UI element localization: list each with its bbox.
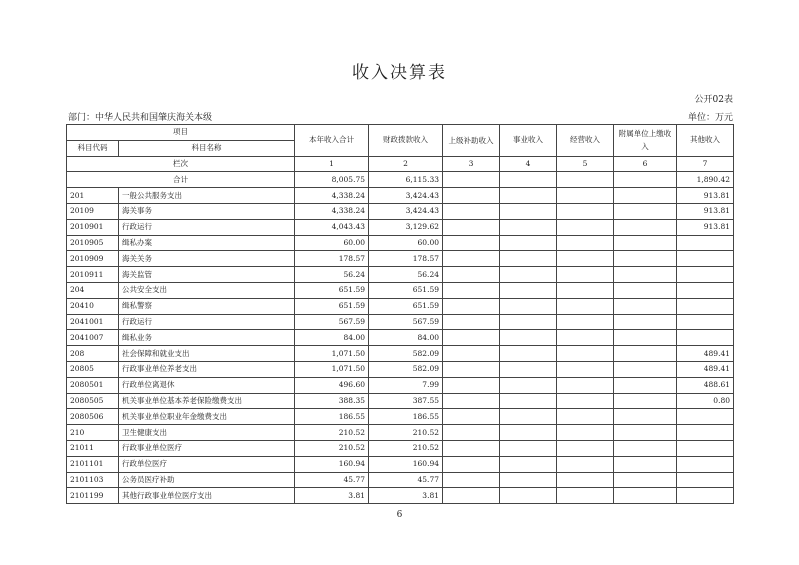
cell-other [677, 409, 734, 425]
cell-other [677, 472, 734, 488]
cell-operating [557, 251, 614, 267]
cell-other [677, 440, 734, 456]
cell-code: 2080505 [67, 393, 119, 409]
table-row [67, 203, 734, 219]
header-superior: 上级补助收入 [443, 125, 500, 157]
cell-operating [557, 472, 614, 488]
col-num: 5 [557, 156, 614, 172]
cell-other: 488.61 [677, 377, 734, 393]
cell-operating [557, 346, 614, 362]
cell-affiliated [614, 235, 677, 251]
cell-other: 489.41 [677, 361, 734, 377]
income-table [66, 124, 734, 504]
cell-superior [443, 393, 500, 409]
cell-superior [443, 377, 500, 393]
cell-code: 21011 [67, 440, 119, 456]
cell-total: 651.59 [295, 298, 369, 314]
cell-name: 公共安全支出 [119, 282, 295, 298]
cell-fiscal: 651.59 [369, 282, 443, 298]
cell-affiliated [614, 409, 677, 425]
cell-code: 2041001 [67, 314, 119, 330]
table-row [67, 282, 734, 298]
cell-affiliated [614, 203, 677, 219]
cell-superior [443, 440, 500, 456]
cell-fiscal: 6,115.33 [369, 172, 443, 188]
cell-affiliated [614, 267, 677, 283]
col-num: 7 [677, 156, 734, 172]
cell-name: 海关关务 [119, 251, 295, 267]
cell-fiscal: 3,424.43 [369, 188, 443, 204]
cell-operating [557, 172, 614, 188]
cell-business [500, 346, 557, 362]
cell-other [677, 267, 734, 283]
cell-affiliated [614, 298, 677, 314]
cell-code: 2101103 [67, 472, 119, 488]
table-row [67, 409, 734, 425]
cell-fiscal: 387.55 [369, 393, 443, 409]
cell-business [500, 314, 557, 330]
cell-superior [443, 298, 500, 314]
cell-business [500, 282, 557, 298]
cell-total: 178.57 [295, 251, 369, 267]
cell-total: 4,338.24 [295, 188, 369, 204]
cell-business [500, 472, 557, 488]
cell-other [677, 314, 734, 330]
cell-total: 388.35 [295, 393, 369, 409]
cell-fiscal: 7.99 [369, 377, 443, 393]
cell-total: 567.59 [295, 314, 369, 330]
cell-business [500, 377, 557, 393]
table-row [67, 298, 734, 314]
table-row [67, 393, 734, 409]
cell-affiliated [614, 377, 677, 393]
cell-business [500, 440, 557, 456]
cell-superior [443, 330, 500, 346]
cell-other: 913.81 [677, 203, 734, 219]
cell-business [500, 251, 557, 267]
cell-name: 行政单位离退休 [119, 377, 295, 393]
cell-operating [557, 267, 614, 283]
header-other: 其他收入 [677, 125, 734, 157]
cell-fiscal: 567.59 [369, 314, 443, 330]
cell-fiscal: 160.94 [369, 456, 443, 472]
table-row [67, 346, 734, 362]
cell-name: 行政事业单位医疗 [119, 440, 295, 456]
cell-fiscal: 3,129.62 [369, 219, 443, 235]
cell-code: 2080501 [67, 377, 119, 393]
cell-code: 20410 [67, 298, 119, 314]
unit-label: 单位：万元 [687, 113, 733, 123]
cell-operating [557, 188, 614, 204]
cell-affiliated [614, 251, 677, 267]
table-row [67, 172, 734, 188]
cell-superior [443, 172, 500, 188]
cell-operating [557, 377, 614, 393]
cell-fiscal: 84.00 [369, 330, 443, 346]
table-row [67, 235, 734, 251]
form-number: 公开02表 [694, 95, 733, 105]
cell-superior [443, 456, 500, 472]
cell-total: 56.24 [295, 267, 369, 283]
cell-fiscal: 60.00 [369, 235, 443, 251]
cell-superior [443, 346, 500, 362]
cell-affiliated [614, 282, 677, 298]
cell-fiscal: 56.24 [369, 267, 443, 283]
table-row [67, 456, 734, 472]
header-name: 科目名称 [119, 140, 295, 156]
cell-other [677, 330, 734, 346]
cell-operating [557, 488, 614, 504]
cell-code: 2010901 [67, 219, 119, 235]
cell-code: 2010911 [67, 267, 119, 283]
header-affiliated: 附属单位上缴收入 [614, 125, 677, 157]
header-business: 事业收入 [500, 125, 557, 157]
cell-name: 海关事务 [119, 203, 295, 219]
cell-operating [557, 361, 614, 377]
cell-operating [557, 298, 614, 314]
cell-affiliated [614, 440, 677, 456]
cell-business [500, 235, 557, 251]
cell-operating [557, 456, 614, 472]
col-num: 4 [500, 156, 557, 172]
table-row [67, 425, 734, 441]
cell-business [500, 456, 557, 472]
table-row [67, 188, 734, 204]
table-row [67, 377, 734, 393]
cell-operating [557, 440, 614, 456]
col-num: 2 [369, 156, 443, 172]
cell-affiliated [614, 472, 677, 488]
cell-affiliated [614, 488, 677, 504]
cell-fiscal: 3,424.43 [369, 203, 443, 219]
cell-fiscal: 186.55 [369, 409, 443, 425]
cell-code: 2101101 [67, 456, 119, 472]
header-row-label: 栏次 [67, 156, 295, 172]
header-code: 科目代码 [67, 140, 119, 156]
cell-total: 4,043.43 [295, 219, 369, 235]
cell-operating [557, 393, 614, 409]
header-operating: 经营收入 [557, 125, 614, 157]
table-row [67, 219, 734, 235]
cell-total: 496.60 [295, 377, 369, 393]
cell-name: 社会保障和就业支出 [119, 346, 295, 362]
header-total: 本年收入合计 [295, 125, 369, 157]
cell-other: 0.80 [677, 393, 734, 409]
cell-operating [557, 330, 614, 346]
cell-name: 其他行政事业单位医疗支出 [119, 488, 295, 504]
cell-superior [443, 409, 500, 425]
cell-business [500, 219, 557, 235]
cell-other [677, 488, 734, 504]
cell-operating [557, 235, 614, 251]
cell-other [677, 282, 734, 298]
header-fiscal: 财政拨款收入 [369, 125, 443, 157]
cell-business [500, 267, 557, 283]
page-number: 6 [396, 510, 403, 520]
table-row [67, 314, 734, 330]
cell-name: 行政运行 [119, 219, 295, 235]
cell-other [677, 251, 734, 267]
cell-total: 60.00 [295, 235, 369, 251]
cell-total: 1,071.50 [295, 346, 369, 362]
cell-affiliated [614, 361, 677, 377]
cell-code: 2010905 [67, 235, 119, 251]
cell-affiliated [614, 330, 677, 346]
cell-code: 2041007 [67, 330, 119, 346]
cell-business [500, 361, 557, 377]
cell-operating [557, 219, 614, 235]
cell-total: 186.55 [295, 409, 369, 425]
cell-code: 201 [67, 188, 119, 204]
cell-total: 210.52 [295, 440, 369, 456]
cell-superior [443, 472, 500, 488]
cell-operating [557, 314, 614, 330]
cell-code: 2101199 [67, 488, 119, 504]
col-num: 3 [443, 156, 500, 172]
cell-affiliated [614, 172, 677, 188]
cell-business [500, 409, 557, 425]
cell-name: 卫生健康支出 [119, 425, 295, 441]
page-title: 收入决算表 [352, 63, 447, 83]
cell-affiliated [614, 425, 677, 441]
cell-other: 913.81 [677, 188, 734, 204]
cell-code: 20109 [67, 203, 119, 219]
cell-code: 210 [67, 425, 119, 441]
cell-total: 1,071.50 [295, 361, 369, 377]
cell-superior [443, 314, 500, 330]
cell-operating [557, 409, 614, 425]
cell-name: 行政事业单位养老支出 [119, 361, 295, 377]
cell-affiliated [614, 314, 677, 330]
cell-business [500, 203, 557, 219]
table-row [67, 267, 734, 283]
cell-affiliated [614, 456, 677, 472]
cell-superior [443, 267, 500, 283]
cell-superior [443, 219, 500, 235]
cell-name: 缉私办案 [119, 235, 295, 251]
cell-name: 机关事业单位职业年金缴费支出 [119, 409, 295, 425]
cell-affiliated [614, 346, 677, 362]
cell-fiscal: 210.52 [369, 440, 443, 456]
cell-fiscal: 3.81 [369, 488, 443, 504]
cell-total: 651.59 [295, 282, 369, 298]
cell-total: 210.52 [295, 425, 369, 441]
cell-fiscal: 210.52 [369, 425, 443, 441]
cell-name: 行政运行 [119, 314, 295, 330]
cell-other: 913.81 [677, 219, 734, 235]
table-row [67, 472, 734, 488]
cell-total: 4,338.24 [295, 203, 369, 219]
cell-other [677, 425, 734, 441]
cell-affiliated [614, 393, 677, 409]
cell-total: 3.81 [295, 488, 369, 504]
cell-operating [557, 282, 614, 298]
department-label: 部门：中华人民共和国肇庆海关本级 [68, 113, 213, 123]
cell-fiscal: 651.59 [369, 298, 443, 314]
cell-business [500, 330, 557, 346]
cell-affiliated [614, 188, 677, 204]
cell-superior [443, 488, 500, 504]
cell-superior [443, 282, 500, 298]
cell-total-label: 合计 [67, 172, 295, 188]
cell-total: 8,005.75 [295, 172, 369, 188]
table-row [67, 440, 734, 456]
cell-superior [443, 188, 500, 204]
table-row [67, 330, 734, 346]
cell-business [500, 425, 557, 441]
cell-total: 160.94 [295, 456, 369, 472]
cell-superior [443, 235, 500, 251]
cell-other: 1,890.42 [677, 172, 734, 188]
cell-superior [443, 203, 500, 219]
cell-name: 一般公共服务支出 [119, 188, 295, 204]
col-num: 6 [614, 156, 677, 172]
cell-other: 489.41 [677, 346, 734, 362]
cell-superior [443, 361, 500, 377]
cell-name: 公务员医疗补助 [119, 472, 295, 488]
cell-code: 2080506 [67, 409, 119, 425]
cell-code: 20805 [67, 361, 119, 377]
cell-superior [443, 251, 500, 267]
cell-code: 204 [67, 282, 119, 298]
cell-business [500, 298, 557, 314]
cell-code: 2010909 [67, 251, 119, 267]
cell-business [500, 393, 557, 409]
cell-fiscal: 582.09 [369, 361, 443, 377]
cell-name: 缉私警察 [119, 298, 295, 314]
col-num: 1 [295, 156, 369, 172]
cell-superior [443, 425, 500, 441]
table-row [67, 488, 734, 504]
cell-fiscal: 45.77 [369, 472, 443, 488]
table-row [67, 251, 734, 267]
header-project: 项目 [67, 125, 295, 141]
cell-operating [557, 203, 614, 219]
cell-total: 45.77 [295, 472, 369, 488]
cell-other [677, 298, 734, 314]
cell-operating [557, 425, 614, 441]
cell-total: 84.00 [295, 330, 369, 346]
cell-code: 208 [67, 346, 119, 362]
cell-name: 海关监管 [119, 267, 295, 283]
cell-fiscal: 178.57 [369, 251, 443, 267]
cell-name: 缉私业务 [119, 330, 295, 346]
cell-name: 机关事业单位基本养老保险缴费支出 [119, 393, 295, 409]
cell-affiliated [614, 219, 677, 235]
cell-name: 行政单位医疗 [119, 456, 295, 472]
table-row [67, 361, 734, 377]
cell-other [677, 456, 734, 472]
cell-other [677, 235, 734, 251]
cell-business [500, 188, 557, 204]
cell-fiscal: 582.09 [369, 346, 443, 362]
cell-business [500, 488, 557, 504]
cell-business [500, 172, 557, 188]
